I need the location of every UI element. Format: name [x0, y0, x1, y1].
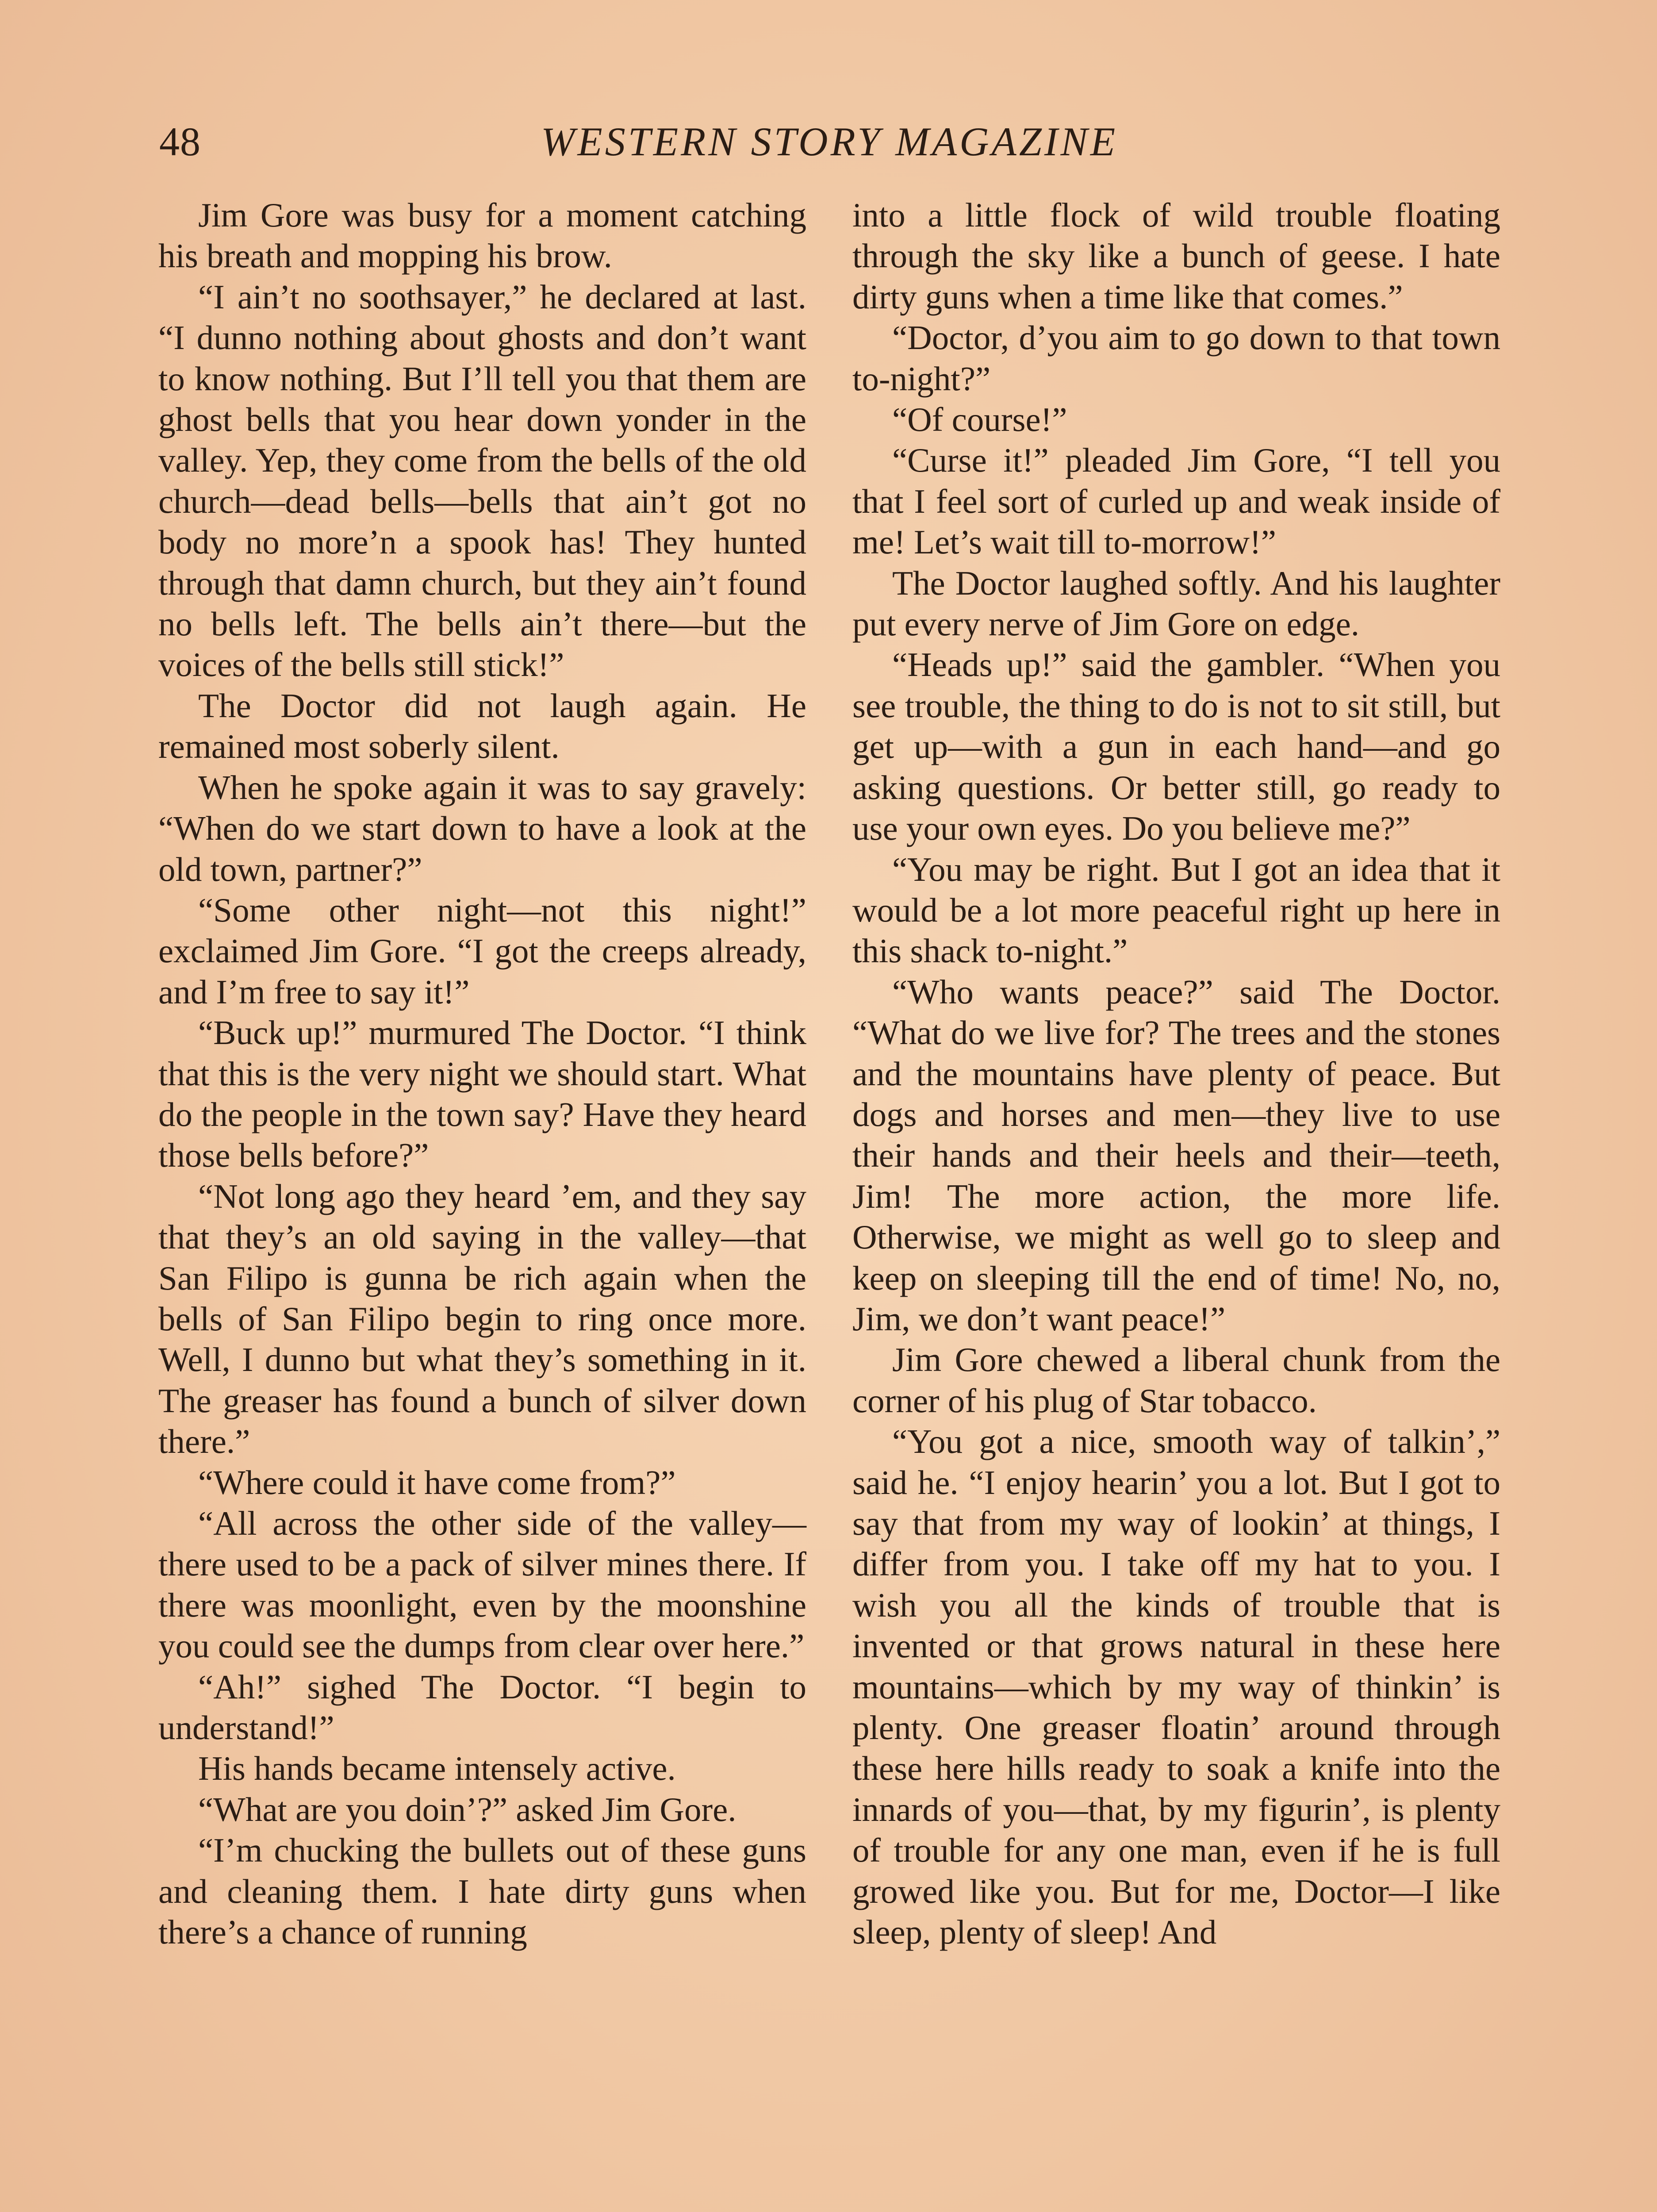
- paragraph-continued: into a little flock of wild trouble floating through the sky like a bunch of geese. I hate dirty guns when a time like that comes.”: [852, 196, 1500, 316]
- left-column: [158, 195, 806, 1952]
- paragraph: “Buck up!” murmured The Doctor. “I think that this is the very night we should start. What do the people in the town say? Have they heard those bells before?”: [158, 1014, 806, 1175]
- paragraph: “Some other night—not this night!” exclaimed Jim Gore. “I got the creeps already, and I’m free to say it!”: [158, 891, 806, 1011]
- paragraph: “All across the other side of the valley—there used to be a pack of silver mines there. If there was moonlight, even by the moonshine you could see the dumps from clear over here.”: [158, 1504, 806, 1665]
- paragraph: The Doctor laughed softly. And his laughter put every nerve of Jim Gore on edge.: [852, 564, 1500, 643]
- paragraph: “I’m chucking the bullets out of these guns and cleaning them. I hate dirty guns when there’s a chance of running: [158, 1831, 806, 1951]
- paragraph: “Not long ago they heard ’em, and they say that they’s an old saying in the valley—that San Filipo is gunna be rich again when the bells of San Filipo begin to ring once more. Well, I dunno but what they’s something in it. The greaser has found a bunch of silver down there.”: [158, 1177, 806, 1461]
- paragraph: “Ah!” sighed The Doctor. “I begin to understand!”: [158, 1667, 806, 1747]
- paragraph: “Curse it!” pleaded Jim Gore, “I tell you that I feel sort of curled up and weak inside of me! Let’s wait till to-morrow!”: [852, 441, 1500, 561]
- paragraph: “What are you doin’?” asked Jim Gore.: [198, 1790, 736, 1828]
- paragraph: “Where could it have come from?”: [198, 1463, 676, 1502]
- paragraph: “Of course!”: [892, 400, 1067, 439]
- running-title: WESTERN STORY MAGAZINE: [541, 119, 1118, 164]
- paragraph: “Who wants peace?” said The Doctor. “What do we live for? The trees and the stones and the mountains have plenty of peace. But dogs and horses and men—they live to use their hands and their heels and their—teeth, Jim! The more action, the more life. Otherwise, we might as well go to sleep and keep on sleeping till the end of time! No, no, Jim, we don’t want peace!”: [852, 972, 1500, 1338]
- paragraph: “I ain’t no soothsayer,” he declared at last. “I dunno nothing about ghosts and don’t want to know nothing. But I’ll tell you that them are ghost bells that you hear down yonder in the valley. Yep, they come from the bells of the old church—dead bells—bells that ain’t got no body no more’n a spook has! They hunted through that damn church, but they ain’t found no bells left. The bells ain’t there—but the voices of the bells still stick!”: [158, 277, 806, 684]
- paragraph: The Doctor did not laugh again. He remained most soberly silent.: [158, 686, 806, 766]
- paragraph: When he spoke again it was to say gravely: “When do we start down to have a look at the old town, partner?”: [158, 768, 806, 888]
- page-header: [159, 113, 1500, 170]
- paragraph: “You got a nice, smooth way of talkin’,” said he. “I enjoy hearin’ you a lot. But I got to say that from my way of lookin’ at things, I differ from you. I take off my hat to you. I wish you all the kinds of trouble that is invented or that grows natural in these here mountains—which by my way of thinkin’ is plenty. One greaser floatin’ around through these here hills ready to soak a knife into the innards of you—that, by my figurin’, is plenty of trouble for any one man, even if he is full growed like you. But for me, Doctor—I like sleep, plenty of sleep! And: [852, 1422, 1500, 1951]
- paragraph: His hands became intensely active.: [198, 1749, 676, 1788]
- page-number: 48: [159, 119, 201, 164]
- paragraph: Jim Gore chewed a liberal chunk from the corner of his plug of Star tobacco.: [852, 1340, 1500, 1420]
- paragraph: “You may be right. But I got an idea that it would be a lot more peaceful right up here in this shack to-night.”: [852, 850, 1500, 970]
- paragraph: Jim Gore was busy for a moment catching his breath and mopping his brow.: [158, 196, 806, 275]
- paragraph: “Heads up!” said the gambler. “When you see trouble, the thing to do is not to sit still, but get up—with a gun in each hand—and go asking questions. Or better still, go ready to use your own eyes. Do you believe me?”: [852, 645, 1500, 848]
- paragraph: “Doctor, d’you aim to go down to that town to-night?”: [852, 319, 1500, 398]
- right-column: [852, 195, 1500, 1952]
